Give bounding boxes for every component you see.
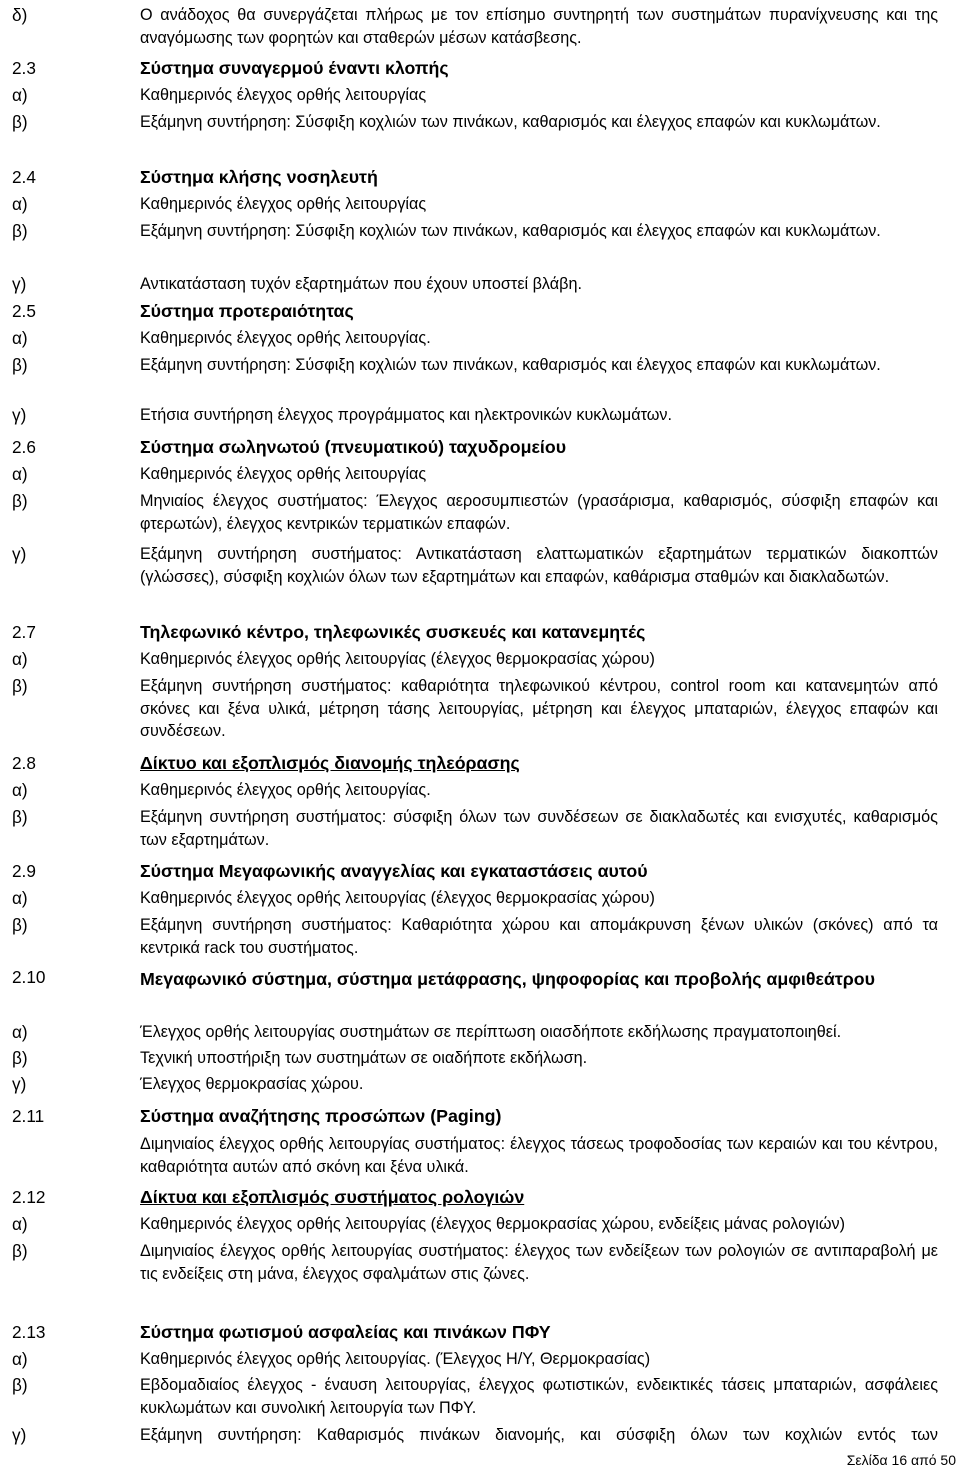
item-label: α) [12, 194, 28, 214]
item-text: Καθημερινός έλεγχος ορθής λειτουργίας [140, 465, 427, 483]
item-label: α) [12, 85, 28, 105]
item-label: β) [12, 221, 28, 241]
section-title: Σύστημα φωτισμού ασφαλείας και πινάκων ΠΦΥ [140, 1322, 551, 1342]
item-text: Μηνιαίος έλεγχος συστήματος: Έλεγχος αεροσυμπιεστών (γρασάρισμα, καθαρισμός, σύσφιξη επαφών και φτερωτών), έλεγχος κεντρικών τερματικών επαφών. [140, 492, 938, 533]
item-text: Εξάμηνη συντήρηση: Σύσφιξη κοχλιών των πινάκων, καθαρισμός και έλεγχος επαφών και κυκλωμάτων. [140, 356, 881, 374]
item-label: α) [12, 888, 28, 908]
section-title: Σύστημα σωληνωτού (πνευματικού) ταχυδρομείου [140, 437, 567, 457]
section-number: 2.5 [12, 301, 36, 321]
item-label: β) [12, 1048, 28, 1068]
item-text: Καθημερινός έλεγχος ορθής λειτουργίας. [140, 781, 431, 799]
item-text: Ετήσια συντήρηση έλεγχος προγράμματος και ηλεκτρονικών κυκλωμάτων. [140, 406, 672, 424]
item-text: Εξάμηνη συντήρηση συστήματος: σύσφιξη όλων των συνδέσεων σε διακλαδωτές και ενισχυτές, καθαρισμός των εξαρτημάτων. [140, 808, 938, 849]
item-label: β) [12, 807, 28, 827]
item-text: Καθημερινός έλεγχος ορθής λειτουργίας [140, 86, 427, 104]
item-label: β) [12, 676, 28, 696]
item-label: α) [12, 649, 28, 669]
item-label: α) [12, 780, 28, 800]
item-text: Καθημερινός έλεγχος ορθής λειτουργίας. [140, 329, 431, 347]
section-title: Σύστημα αναζήτησης προσώπων (Paging) [140, 1106, 502, 1126]
item-label: α) [12, 1349, 28, 1369]
section-number: 2.6 [12, 437, 36, 457]
section-number: 2.10 [12, 967, 46, 987]
section-title: Σύστημα συναγερμού έναντι κλοπής [140, 58, 449, 78]
item-text: Έλεγχος ορθής λειτουργίας συστημάτων σε περίπτωση οιασδήποτε εκδήλωσης πραγματοποιηθεί. [140, 1023, 842, 1041]
section-number: 2.9 [12, 861, 36, 881]
item-text: Καθημερινός έλεγχος ορθής λειτουργίας (έλεγχος θερμοκρασίας χώρου) [140, 889, 655, 907]
item-label: γ) [12, 544, 27, 564]
section-number: 2.13 [12, 1322, 46, 1342]
item-text: Εβδομαδιαίος έλεγχος - έναυση λειτουργίας, έλεγχος φωτιστικών, ενδεικτικές τάσεις μπαταριών, ασφάλειες κυκλωμάτων και συνολική λειτουργία των ΠΦΥ. [140, 1376, 938, 1417]
section-title: Μεγαφωνικό σύστημα, σύστημα μετάφρασης, ψηφοφορίας και προβολής αμφιθεάτρου [140, 969, 875, 989]
item-text: Καθημερινός έλεγχος ορθής λειτουργίας (έλεγχος θερμοκρασίας χώρου, ενδείξεις μάνας ρολογιών) [140, 1215, 845, 1233]
item-text: Διμηνιαίος έλεγχος ορθής λειτουργίας συστήματος: έλεγχος των ενδείξεων των ρολογιών σε αντιπαραβολή με τις ενδείξεις στη μάνα, έλεγχος σφαλμάτων στις ζώνες. [140, 1242, 938, 1283]
item-text: Ο ανάδοχος θα συνεργάζεται πλήρως με τον επίσημο συντηρητή των συστημάτων πυρανίχνευσης και της αναγόμωσης των φορητών και σταθερών μέσων κατάσβεσης. [140, 6, 938, 47]
section-number: 2.8 [12, 753, 36, 773]
section-number: 2.12 [12, 1187, 46, 1207]
item-label: α) [12, 328, 28, 348]
item-label: α) [12, 464, 28, 484]
page-number: Σελίδα 16 από 50 [846, 1452, 956, 1468]
item-text: Εξάμηνη συντήρηση συστήματος: Καθαριότητα χώρου και απομάκρυνση ξένων υλικών (σκόνες) από τα κεντρικά rack του συστήματος. [140, 916, 938, 957]
item-label: δ) [12, 5, 28, 25]
item-text: Καθημερινός έλεγχος ορθής λειτουργίας [140, 195, 427, 213]
section-number: 2.11 [12, 1106, 45, 1126]
section-number: 2.3 [12, 58, 36, 78]
item-text: Διμηνιαίος έλεγχος ορθής λειτουργίας συστήματος: έλεγχος τάσεως τροφοδοσίας των κεραιών και του κέντρου, καθαριότητα αυτών από σκόνη και ξένα υλικά. [140, 1135, 938, 1176]
item-label: γ) [12, 405, 27, 425]
item-label: γ) [12, 274, 27, 294]
item-label: γ) [12, 1425, 27, 1445]
item-text: Καθημερινός έλεγχος ορθής λειτουργίας. (Έλεγχος Η/Υ, Θερμοκρασίας) [140, 1350, 651, 1368]
item-text: Εξάμηνη συντήρηση: Καθαρισμός πινάκων διανομής, και σύσφιξη όλων των κοχλιών εντός των [140, 1426, 938, 1444]
item-label: β) [12, 355, 28, 375]
section-title: Σύστημα Μεγαφωνικής αναγγελίας και εγκαταστάσεις αυτού [140, 861, 648, 881]
section-number: 2.4 [12, 167, 36, 187]
item-label: β) [12, 915, 28, 935]
item-text: Εξάμηνη συντήρηση: Σύσφιξη κοχλιών των πινάκων, καθαρισμός και έλεγχος επαφών και κυκλωμάτων. [140, 222, 881, 240]
item-text: Εξάμηνη συντήρηση συστήματος: Αντικατάσταση ελαττωματικών εξαρτημάτων τερματικών διακοπτών (γλώσσες), σύσφιξη κοχλιών όλων των εξαρτημάτων και επαφών, καθάρισμα σταθμών και διακλαδωτών. [140, 545, 938, 586]
item-label: β) [12, 112, 28, 132]
item-text: Εξάμηνη συντήρηση: Σύσφιξη κοχλιών των πινάκων, καθαρισμός και έλεγχος επαφών και κυκλωμάτων. [140, 113, 881, 131]
section-title: Δίκτυα και εξοπλισμός συστήματος ρολογιών [140, 1187, 525, 1207]
section-number: 2.7 [12, 622, 36, 642]
section-title: Σύστημα κλήσης νοσηλευτή [140, 167, 378, 187]
item-label: β) [12, 491, 28, 511]
section-title: Τηλεφωνικό κέντρο, τηλεφωνικές συσκευές και κατανεμητές [140, 622, 646, 642]
item-text: Τεχνική υποστήριξη των συστημάτων σε οιαδήποτε εκδήλωση. [140, 1049, 588, 1067]
section-title: Δίκτυο και εξοπλισμός διανομής τηλεόρασης [140, 753, 520, 773]
item-text: Έλεγχος θερμοκρασίας χώρου. [140, 1075, 364, 1093]
item-text: Αντικατάσταση τυχόν εξαρτημάτων που έχουν υποστεί βλάβη. [140, 275, 582, 293]
section-title: Σύστημα προτεραιότητας [140, 301, 354, 321]
item-label: γ) [12, 1074, 27, 1094]
item-label: α) [12, 1214, 28, 1234]
item-label: α) [12, 1022, 28, 1042]
item-label: β) [12, 1375, 28, 1395]
item-text: Καθημερινός έλεγχος ορθής λειτουργίας (έλεγχος θερμοκρασίας χώρου) [140, 650, 655, 668]
item-label: β) [12, 1241, 28, 1261]
item-text: Εξάμηνη συντήρηση συστήματος: καθαριότητα τηλεφωνικού κέντρου, control room και κατανεμητών από σκόνες και ξένα υλικά, μέτρηση τάσης λειτουργίας, μέτρηση και έλεγχος μπαταριών, έλεγχος επαφών και συνδέσεων. [140, 677, 938, 740]
